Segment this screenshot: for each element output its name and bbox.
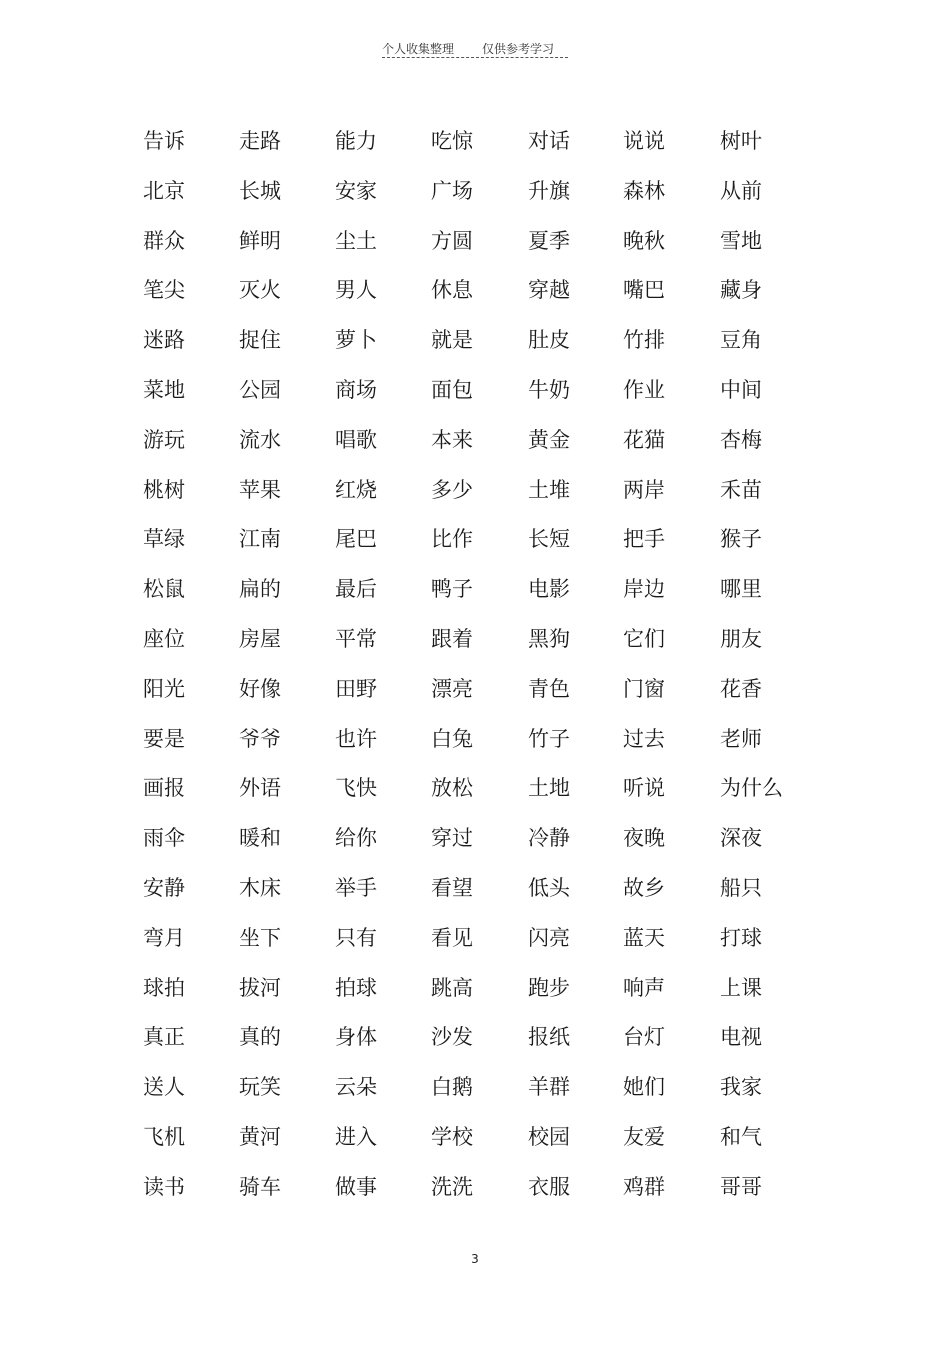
vocabulary-word: 平常 xyxy=(335,626,377,651)
vocabulary-word: 过去 xyxy=(623,726,665,751)
vocabulary-word: 竹排 xyxy=(623,328,665,353)
vocabulary-word: 游玩 xyxy=(143,427,185,452)
vocabulary-word: 飞机 xyxy=(143,1124,185,1149)
vocabulary-word: 能力 xyxy=(335,129,377,153)
vocabulary-word: 长城 xyxy=(239,178,281,203)
vocabulary-word: 老师 xyxy=(720,726,762,751)
vocabulary-word: 禾苗 xyxy=(720,477,762,502)
vocabulary-word: 玩笑 xyxy=(239,1075,281,1100)
vocabulary-word: 坐下 xyxy=(239,925,281,950)
vocabulary-word: 看望 xyxy=(431,875,473,900)
vocabulary-word: 嘴巴 xyxy=(623,278,665,303)
header-left-text: 个人收集整理 xyxy=(382,42,455,56)
vocabulary-word: 桃树 xyxy=(143,477,185,502)
vocabulary-word: 男人 xyxy=(335,278,377,303)
vocabulary-word: 它们 xyxy=(623,626,665,651)
vocabulary-word: 低头 xyxy=(528,875,570,900)
vocabulary-word: 尘土 xyxy=(335,228,377,253)
vocabulary-word: 羊群 xyxy=(528,1075,570,1100)
vocabulary-word: 吃惊 xyxy=(431,129,473,153)
vocabulary-word: 友爱 xyxy=(623,1124,665,1149)
vocabulary-word: 座位 xyxy=(143,626,185,651)
vocabulary-word: 黑狗 xyxy=(528,626,570,651)
vocabulary-word: 报纸 xyxy=(528,1025,570,1050)
vocabulary-word: 故乡 xyxy=(623,875,665,900)
vocabulary-word: 雪地 xyxy=(720,228,762,253)
vocabulary-word: 真的 xyxy=(239,1025,281,1050)
vocabulary-word: 门窗 xyxy=(623,676,665,701)
vocabulary-word: 晚秋 xyxy=(623,228,665,253)
vocabulary-word: 树叶 xyxy=(720,129,762,153)
vocabulary-word: 群众 xyxy=(143,228,185,253)
vocabulary-word: 夜晚 xyxy=(623,826,665,851)
vocabulary-word: 举手 xyxy=(335,875,377,900)
vocabulary-word: 面包 xyxy=(431,377,473,402)
vocabulary-word: 好像 xyxy=(239,676,281,701)
vocabulary-word: 长短 xyxy=(528,527,570,552)
vocabulary-word: 安静 xyxy=(143,875,185,900)
vocabulary-word: 要是 xyxy=(143,726,185,751)
vocabulary-word: 做事 xyxy=(335,1174,377,1199)
vocabulary-word: 打球 xyxy=(720,925,762,950)
vocabulary-word: 唱歌 xyxy=(335,427,377,452)
vocabulary-word: 说说 xyxy=(623,129,665,153)
vocabulary-word: 花香 xyxy=(720,676,762,701)
vocabulary-word: 给你 xyxy=(335,826,377,851)
vocabulary-word: 洗洗 xyxy=(431,1174,473,1199)
vocabulary-word: 响声 xyxy=(623,975,665,1000)
vocabulary-word: 台灯 xyxy=(623,1025,665,1050)
vocabulary-word: 跑步 xyxy=(528,975,570,1000)
vocabulary-word: 安家 xyxy=(335,178,377,203)
vocabulary-word: 白鹅 xyxy=(431,1075,473,1100)
vocabulary-word: 作业 xyxy=(623,377,665,402)
vocabulary-word: 商场 xyxy=(335,377,377,402)
vocabulary-word: 扁的 xyxy=(239,577,281,602)
vocabulary-word: 读书 xyxy=(143,1174,185,1199)
vocabulary-word: 朋友 xyxy=(720,626,762,651)
vocabulary-word: 木床 xyxy=(239,875,281,900)
vocabulary-word: 拍球 xyxy=(335,975,377,1000)
vocabulary-word: 云朵 xyxy=(335,1075,377,1100)
vocabulary-word: 萝卜 xyxy=(335,328,377,353)
vocabulary-word: 江南 xyxy=(239,527,281,552)
vocabulary-word: 白兔 xyxy=(431,726,473,751)
vocabulary-word: 跳高 xyxy=(431,975,473,1000)
vocabulary-word: 外语 xyxy=(239,776,281,801)
vocabulary-word: 对话 xyxy=(528,129,570,153)
vocabulary-word: 草绿 xyxy=(143,527,185,552)
vocabulary-word: 花猫 xyxy=(623,427,665,452)
vocabulary-word: 沙发 xyxy=(431,1025,473,1050)
vocabulary-word: 学校 xyxy=(431,1124,473,1149)
vocabulary-word: 本来 xyxy=(431,427,473,452)
vocabulary-word: 穿越 xyxy=(528,278,570,303)
vocabulary-word: 拔河 xyxy=(239,975,281,1000)
page-header xyxy=(382,40,568,60)
vocabulary-word: 船只 xyxy=(720,875,762,900)
vocabulary-word: 中间 xyxy=(720,377,762,402)
vocabulary-word: 画报 xyxy=(143,776,185,801)
vocabulary-word: 放松 xyxy=(431,776,473,801)
vocabulary-word: 校园 xyxy=(528,1124,570,1149)
vocabulary-word: 捉住 xyxy=(239,328,281,353)
vocabulary-word: 房屋 xyxy=(239,626,281,651)
vocabulary-word: 流水 xyxy=(239,427,281,452)
vocabulary-word: 衣服 xyxy=(528,1174,570,1199)
vocabulary-word: 看见 xyxy=(431,925,473,950)
vocabulary-word: 竹子 xyxy=(528,726,570,751)
page-number: 3 xyxy=(471,1252,479,1266)
vocabulary-word: 把手 xyxy=(623,527,665,552)
vocabulary-word: 黄金 xyxy=(528,427,570,452)
vocabulary-word: 森林 xyxy=(623,178,665,203)
vocabulary-word: 尾巴 xyxy=(335,527,377,552)
vocabulary-word: 哪里 xyxy=(720,577,762,602)
vocabulary-word: 土堆 xyxy=(528,477,570,502)
vocabulary-word: 肚皮 xyxy=(528,328,570,353)
vocabulary-word: 最后 xyxy=(335,577,377,602)
vocabulary-word: 迷路 xyxy=(143,328,185,353)
vocabulary-word: 暖和 xyxy=(239,826,281,851)
vocabulary-word: 多少 xyxy=(431,477,473,502)
vocabulary-word: 灭火 xyxy=(239,278,281,303)
header-right-text: 仅供参考学习 xyxy=(482,42,555,56)
vocabulary-word: 夏季 xyxy=(528,228,570,253)
vocabulary-word: 青色 xyxy=(528,676,570,701)
vocabulary-word: 漂亮 xyxy=(431,676,473,701)
vocabulary-word: 鲜明 xyxy=(239,228,281,253)
vocabulary-word: 比作 xyxy=(431,527,473,552)
vocabulary-word: 方圆 xyxy=(431,228,473,253)
vocabulary-word: 就是 xyxy=(431,328,473,353)
vocabulary-word: 她们 xyxy=(623,1075,665,1100)
vocabulary-word: 冷静 xyxy=(528,826,570,851)
vocabulary-word: 电视 xyxy=(720,1025,762,1050)
vocabulary-word: 哥哥 xyxy=(720,1174,762,1199)
vocabulary-word: 杏梅 xyxy=(720,427,762,452)
vocabulary-word: 笔尖 xyxy=(143,278,185,303)
vocabulary-word: 菜地 xyxy=(143,377,185,402)
vocabulary-word: 蓝天 xyxy=(623,925,665,950)
vocabulary-word: 广场 xyxy=(431,178,473,203)
vocabulary-word: 上课 xyxy=(720,975,762,1000)
header-rule xyxy=(382,57,568,58)
vocabulary-word: 也许 xyxy=(335,726,377,751)
vocabulary-word: 告诉 xyxy=(143,129,185,153)
vocabulary-word: 身体 xyxy=(335,1025,377,1050)
vocabulary-word: 公园 xyxy=(239,377,281,402)
vocabulary-word: 球拍 xyxy=(143,975,185,1000)
vocabulary-word: 红烧 xyxy=(335,477,377,502)
vocabulary-word: 升旗 xyxy=(528,178,570,203)
vocabulary-word: 电影 xyxy=(528,577,570,602)
vocabulary-word: 牛奶 xyxy=(528,377,570,402)
vocabulary-word: 阳光 xyxy=(143,676,185,701)
vocabulary-word: 土地 xyxy=(528,776,570,801)
vocabulary-word: 豆角 xyxy=(720,328,762,353)
vocabulary-word: 鸡群 xyxy=(623,1174,665,1199)
vocabulary-word: 为什么 xyxy=(720,776,783,801)
vocabulary-word: 藏身 xyxy=(720,278,762,303)
vocabulary-word: 只有 xyxy=(335,925,377,950)
vocabulary-word: 我家 xyxy=(720,1075,762,1100)
vocabulary-word: 骑车 xyxy=(239,1174,281,1199)
vocabulary-word: 闪亮 xyxy=(528,925,570,950)
vocabulary-word: 田野 xyxy=(335,676,377,701)
vocabulary-word: 走路 xyxy=(239,129,281,153)
vocabulary-word: 岸边 xyxy=(623,577,665,602)
vocabulary-word: 苹果 xyxy=(239,477,281,502)
vocabulary-word: 进入 xyxy=(335,1124,377,1149)
vocabulary-word: 深夜 xyxy=(720,826,762,851)
vocabulary-word: 跟着 xyxy=(431,626,473,651)
vocabulary-word: 听说 xyxy=(623,776,665,801)
vocabulary-word: 弯月 xyxy=(143,925,185,950)
vocabulary-word: 北京 xyxy=(143,178,185,203)
vocabulary-word: 真正 xyxy=(143,1025,185,1050)
vocabulary-word: 从前 xyxy=(720,178,762,203)
vocabulary-word: 爷爷 xyxy=(239,726,281,751)
vocabulary-word: 鸭子 xyxy=(431,577,473,602)
vocabulary-word: 雨伞 xyxy=(143,826,185,851)
vocabulary-word: 猴子 xyxy=(720,527,762,552)
vocabulary-word: 休息 xyxy=(431,278,473,303)
vocabulary-word: 穿过 xyxy=(431,826,473,851)
vocabulary-word: 松鼠 xyxy=(143,577,185,602)
vocabulary-word: 两岸 xyxy=(623,477,665,502)
vocabulary-word: 送人 xyxy=(143,1075,185,1100)
vocabulary-word: 黄河 xyxy=(239,1124,281,1149)
vocabulary-word: 飞快 xyxy=(335,776,377,801)
vocabulary-word: 和气 xyxy=(720,1124,762,1149)
